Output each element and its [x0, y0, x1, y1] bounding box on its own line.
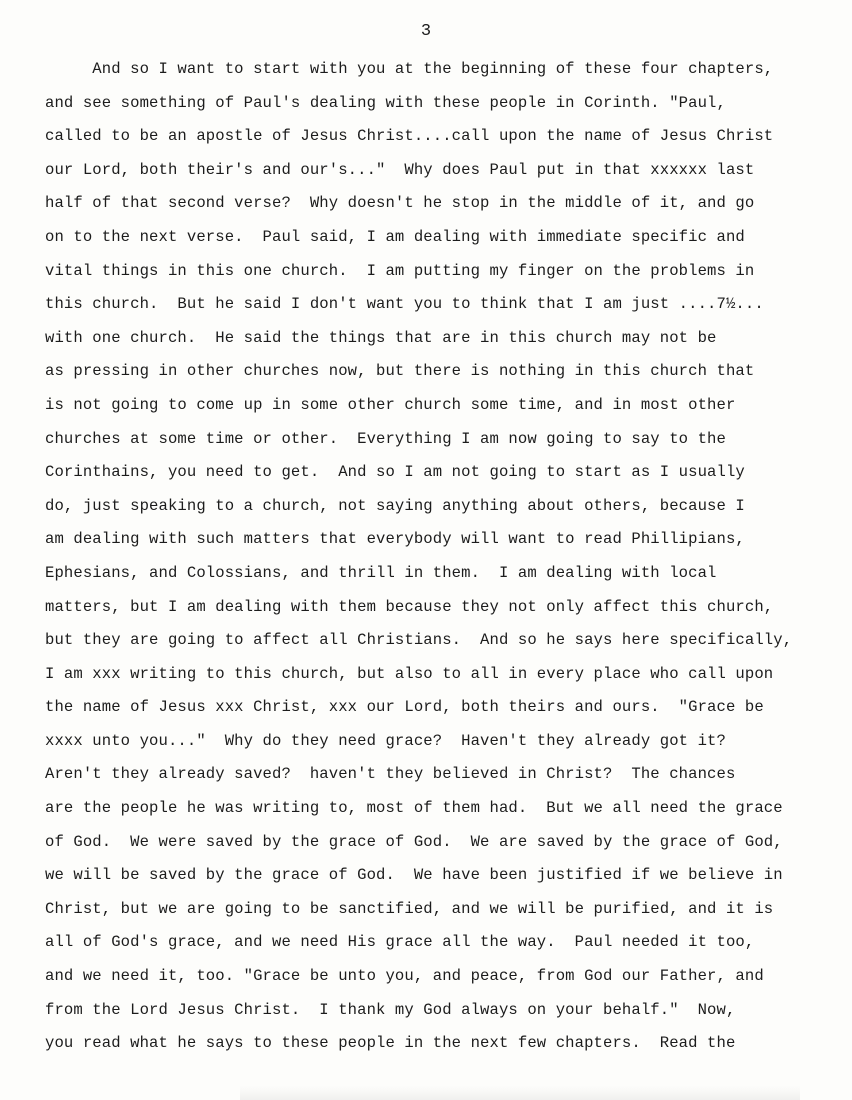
text-line: I am xxx writing to this church, but also to all in every place who call upon [45, 664, 774, 683]
text-line: from the Lord Jesus Christ. I thank my God always on your behalf." Now, [45, 1000, 736, 1019]
text-line: churches at some time or other. Everything I am now going to say to the [45, 429, 726, 448]
text-line: we will be saved by the grace of God. We have been justified if we believe in [45, 866, 783, 885]
text-line: xxxx unto you..." Why do they need grace? Haven't they already got it? [45, 731, 726, 750]
text-line: and we need it, too. "Grace be unto you, and peace, from God our Father, and [45, 967, 764, 986]
text-line: with one church. He said the things that are in this church may not be [45, 328, 717, 347]
text-line: this church. But he said I don't want you to think that I am just ....7½... [45, 295, 764, 314]
text-line: half of that second verse? Why doesn't he stop in the middle of it, and go [45, 194, 755, 213]
text-line: as pressing in other churches now, but there is nothing in this church that [45, 362, 755, 381]
text-line: vital things in this one church. I am putting my finger on the problems in [45, 261, 755, 280]
page-number: 3 [420, 22, 432, 41]
text-line: you read what he says to these people in the next few chapters. Read the [45, 1034, 736, 1053]
text-line: am dealing with such matters that everybody will want to read Phillipians, [45, 530, 745, 549]
text-line: all of God's grace, and we need His grace all the way. Paul needed it too, [45, 933, 755, 952]
scan-smudge [240, 1086, 800, 1100]
text-line: are the people he was writing to, most of them had. But we all need the grace [45, 799, 783, 818]
text-line: and see something of Paul's dealing with these people in Corinth. "Paul, [45, 93, 726, 112]
text-line: the name of Jesus xxx Christ, xxx our Lord, both theirs and ours. "Grace be [45, 698, 764, 717]
text-line: matters, but I am dealing with them because they not only affect this church, [45, 597, 774, 616]
body-text [45, 58, 845, 1066]
text-line: called to be an apostle of Jesus Christ....call upon the name of Jesus Christ [45, 127, 774, 146]
text-line: Christ, but we are going to be sanctified, and we will be purified, and it is [45, 899, 774, 918]
text-line: of God. We were saved by the grace of God. We are saved by the grace of God, [45, 832, 783, 851]
text-line: on to the next verse. Paul said, I am dealing with immediate specific and [45, 227, 745, 246]
text-line: Aren't they already saved? haven't they believed in Christ? The chances [45, 765, 736, 784]
text-line: do, just speaking to a church, not saying anything about others, because I [45, 496, 745, 515]
text-line: And so I want to start with you at the beginning of these four chapters, [45, 60, 774, 78]
text-line: but they are going to affect all Christians. And so he says here specifically, [45, 631, 793, 650]
text-line: is not going to come up in some other church some time, and in most other [45, 395, 736, 414]
text-line: Corinthains, you need to get. And so I am not going to start as I usually [45, 463, 745, 482]
text-line: Ephesians, and Colossians, and thrill in them. I am dealing with local [45, 563, 717, 582]
text-line: our Lord, both their's and our's..." Why does Paul put in that xxxxxx last [45, 160, 755, 179]
